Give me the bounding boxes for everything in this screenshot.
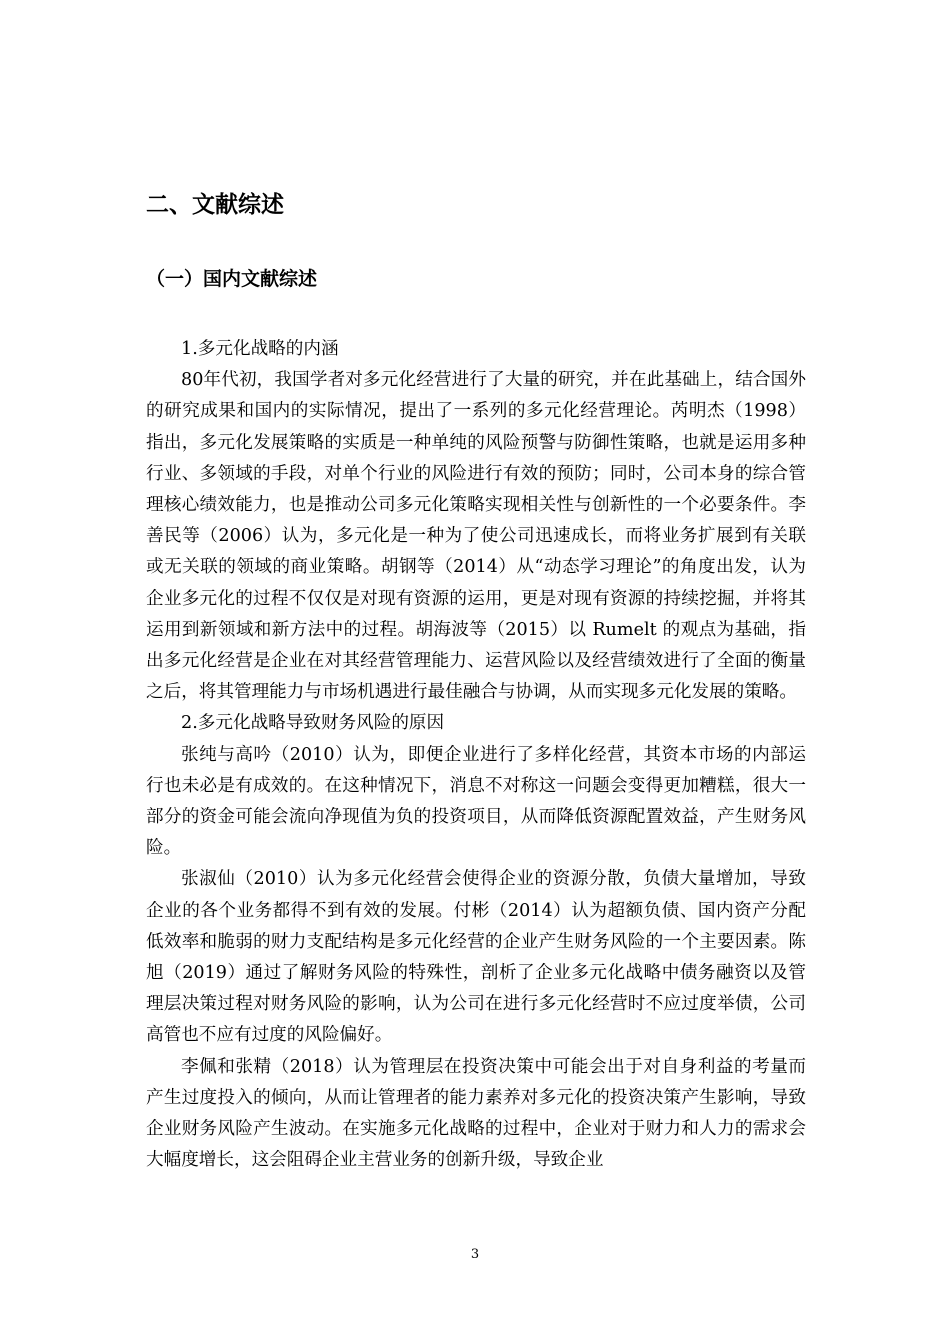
paragraph-subheading-1: 1.多元化战略的内涵 xyxy=(181,339,339,359)
page-number: 3 xyxy=(470,1247,480,1262)
section-heading: 二、文献综述 xyxy=(146,192,284,218)
paragraph: 80年代初，我国学者对多元化经营进行了大量的研究，并在此基础上，结合国外的研究成果和国内的实际情况，提出了一系列的多元化经营理论。芮明杰（1998）指出，多元化发展策略的实质是一种单纯的风险预警与防御性策略，也就是运用多种行业、多领域的手段，对单个行业的风险进行有效的预防；同时，公司本身的综合管理核心绩效能力，也是推动公司多元化策略实现相关性与创新性的一个必要条件。李善民等（2006）认为，多元化是一种为了使公司迅速成长，而将业务扩展到有关联或无关联的领域的商业策略。胡钢等（2014）从“动态学习理论”的角度出发，认为企业多元化的过程不仅仅是对现有资源的运用，更是对现有资源的持续挖掘，并将其运用到新领域和新方法中的过程。胡海波等（2015）以 Rumelt 的观点为基础，指出多元化经营是企业在对其经营管理能力、运营风险以及经营绩效进行了全面的衡量之后，将其管理能力与市场机遇进行最佳融合与协调，从而实现多元化发展的策略。 xyxy=(146,370,806,703)
body-text xyxy=(146,334,806,1176)
paragraph: 张纯与高吟（2010）认为，即便企业进行了多样化经营，其资本市场的内部运行也未必是有成效的。在这种情况下，消息不对称这一问题会变得更加糟糕，很大一部分的资金可能会流向净现值为负的投资项目，从而降低资源配置效益，产生财务风险。 xyxy=(146,744,806,859)
paragraph: 李佩和张精（2018）认为管理层在投资决策中可能会出于对自身利益的考量而产生过度投入的倾向，从而让管理者的能力素养对多元化的投资决策产生影响，导致企业财务风险产生波动。在实施多元化战略的过程中，企业对于财力和人力的需求会大幅度增长，这会阻碍企业主营业务的创新升级，导致企业 xyxy=(146,1056,806,1171)
paragraph: 张淑仙（2010）认为多元化经营会使得企业的资源分散，负债大量增加，导致企业的各个业务都得不到有效的发展。付彬（2014）认为超额负债、国内资产分配低效率和脆弱的财力支配结构是多元化经营的企业产生财务风险的一个主要因素。陈旭（2019）通过了解财务风险的特殊性，剖析了企业多元化战略中债务融资以及管理层决策过程对财务风险的影响，认为公司在进行多元化经营时不应过度举债，公司高管也不应有过度的风险偏好。 xyxy=(146,869,806,1046)
paragraph-subheading-2: 2.多元化战略导致财务风险的原因 xyxy=(181,713,445,734)
subsection-heading: （一）国内文献综述 xyxy=(146,268,318,290)
